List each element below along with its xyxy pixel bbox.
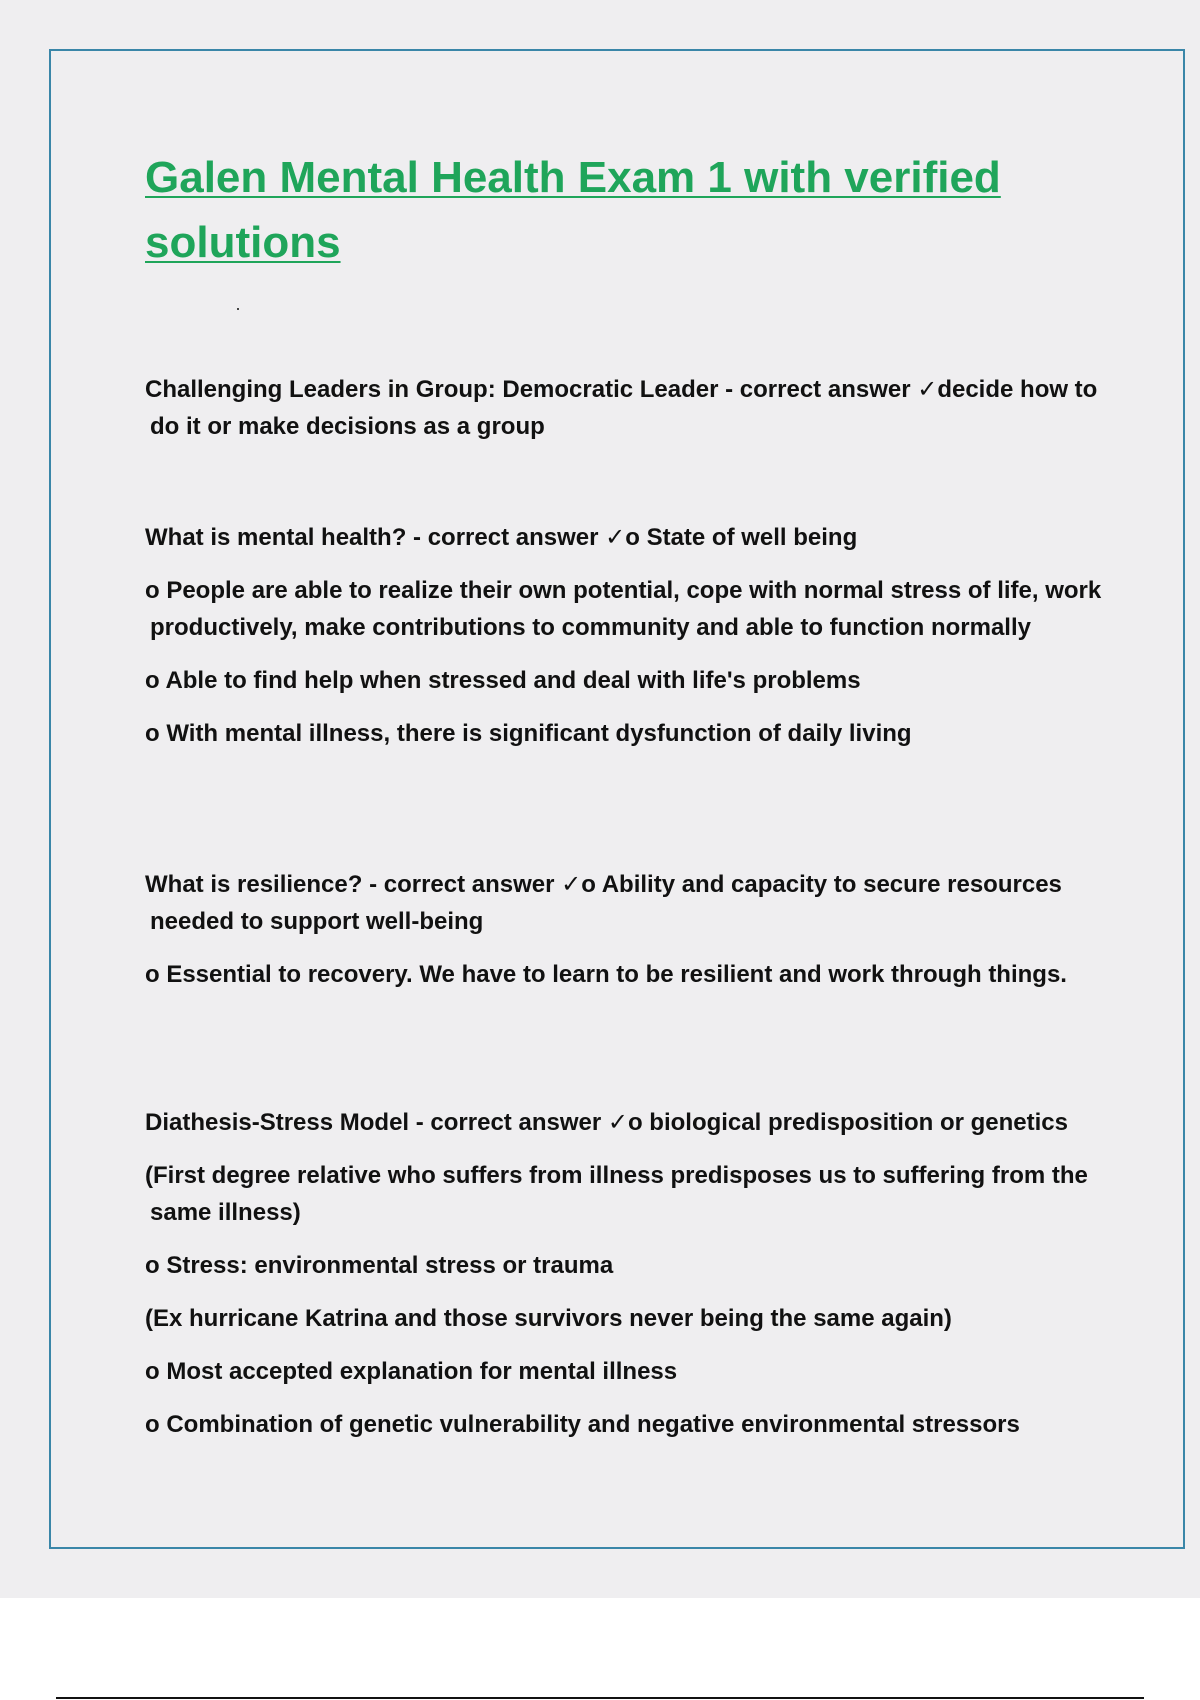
detail-line: o With mental illness, there is significant dysfunction of daily living (145, 720, 912, 747)
stray-dot (237, 308, 239, 310)
detail-line: o Most accepted explanation for mental illness (145, 1358, 678, 1385)
qa-block-1 (145, 371, 1105, 461)
answer-text: o Ability and capacity to secure resources needed to support well-being (150, 871, 1062, 935)
answer-text: decide how to do it or make decisions as a group (150, 376, 1098, 440)
qa-block-3 (145, 866, 1105, 1009)
qa-line (145, 519, 1105, 556)
qa-block-4 (145, 1104, 1105, 1459)
check-icon: ✓ (917, 375, 938, 403)
separator-text: - correct answer (406, 524, 606, 551)
detail-line: o Able to find help when stressed and deal with life's problems (145, 667, 861, 694)
qa-line (145, 1104, 1105, 1141)
qa-block-2 (145, 519, 1105, 768)
question-text: What is resilience? (145, 871, 363, 898)
question-text: Diathesis-Stress Model (145, 1109, 410, 1136)
check-icon: ✓ (607, 1108, 628, 1136)
separator-text: - correct answer (409, 1109, 608, 1136)
document-header (145, 145, 1105, 275)
separator-text: - correct answer (362, 871, 562, 898)
qa-line (145, 371, 1105, 445)
answer-text: o biological predisposition or genetics (627, 1109, 1069, 1136)
document-title: Galen Mental Health Exam 1 with verified solutions (145, 153, 1001, 267)
detail-line: o Combination of genetic vulnerability and negative environmental stressors (145, 1411, 1020, 1438)
detail-line: o People are able to realize their own potential, cope with normal stress of life, work productively, make contributions to community and able to function normally (145, 577, 1102, 641)
check-icon: ✓ (605, 523, 626, 551)
answer-text: o State of well being (625, 524, 858, 551)
question-text: Challenging Leaders in Group: Democratic Leader (145, 376, 719, 403)
question-text: What is mental health? (145, 524, 407, 551)
detail-line: (First degree relative who suffers from illness predisposes us to suffering from the same illness) (145, 1162, 1088, 1226)
separator-text: - correct answer (718, 376, 918, 403)
qa-line (145, 866, 1105, 940)
check-icon: ✓ (561, 870, 582, 898)
detail-line: o Essential to recovery. We have to learn to be resilient and work through things. (145, 961, 1067, 988)
detail-line: (Ex hurricane Katrina and those survivors never being the same again) (145, 1305, 952, 1332)
footer-rule (56, 1697, 1144, 1699)
detail-line: o Stress: environmental stress or trauma (145, 1252, 614, 1279)
